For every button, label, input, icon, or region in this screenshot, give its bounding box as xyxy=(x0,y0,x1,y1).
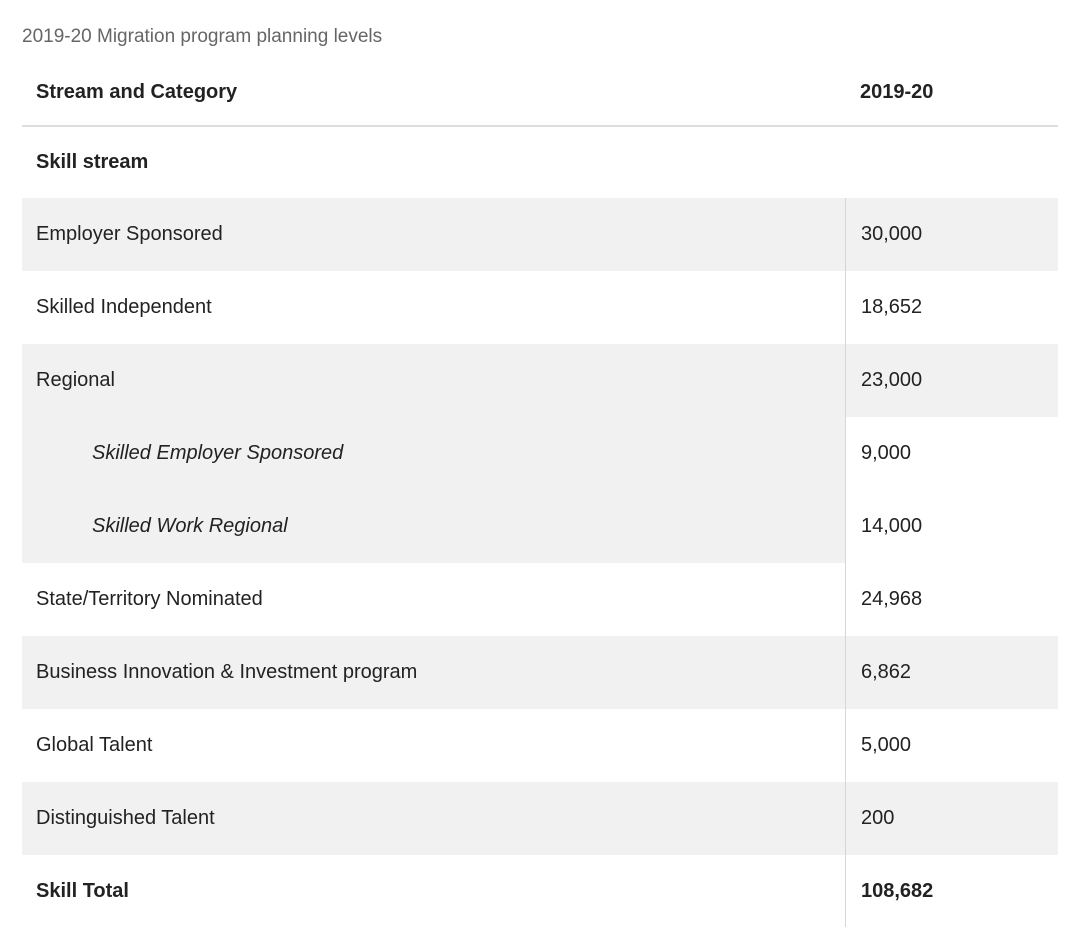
row-label: Regional xyxy=(36,369,115,391)
table-row-global-talent xyxy=(22,709,1058,782)
table-row-skilled-employer-sponsored xyxy=(22,417,1058,490)
row-label: Business Innovation & Investment program xyxy=(36,661,418,683)
table-row-business-innovation xyxy=(22,636,1058,709)
row-value: 200 xyxy=(845,782,1058,855)
row-label: Skilled Independent xyxy=(36,296,212,318)
table-row-employer-sponsored xyxy=(22,198,1058,271)
row-value: 24,968 xyxy=(845,563,1058,636)
row-label: State/Territory Nominated xyxy=(36,588,263,610)
row-label: Skilled Employer Sponsored xyxy=(22,417,845,490)
section-row-skill-stream xyxy=(22,127,1058,198)
row-label: Distinguished Talent xyxy=(36,807,215,829)
table-header-row xyxy=(22,60,1058,127)
row-value: 30,000 xyxy=(845,198,1058,271)
table-row-regional xyxy=(22,344,1058,417)
row-label: Global Talent xyxy=(36,734,153,756)
row-value: 14,000 xyxy=(845,490,1058,563)
section-label: Skill stream xyxy=(36,151,149,173)
row-value: 5,000 xyxy=(845,709,1058,782)
table-row-skill-total xyxy=(22,855,1058,927)
row-label: Employer Sponsored xyxy=(36,223,223,245)
header-year: 2019-20 xyxy=(860,81,934,103)
row-value: 9,000 xyxy=(845,417,1058,490)
table-row-distinguished-talent xyxy=(22,782,1058,855)
table-row-state-territory-nominated xyxy=(22,563,1058,636)
row-value: 18,652 xyxy=(845,271,1058,344)
table-row-skilled-independent xyxy=(22,271,1058,344)
header-stream-category: Stream and Category xyxy=(36,81,238,103)
total-label: Skill Total xyxy=(36,879,129,902)
migration-program-table xyxy=(22,60,1058,927)
row-value: 6,862 xyxy=(845,636,1058,709)
table-caption: 2019-20 Migration program planning levels xyxy=(22,26,383,47)
total-value: 108,682 xyxy=(845,855,1058,927)
row-value: 23,000 xyxy=(845,344,1058,417)
section-value xyxy=(845,127,1058,198)
table-row-skilled-work-regional xyxy=(22,490,1058,563)
row-label: Skilled Work Regional xyxy=(22,490,845,563)
